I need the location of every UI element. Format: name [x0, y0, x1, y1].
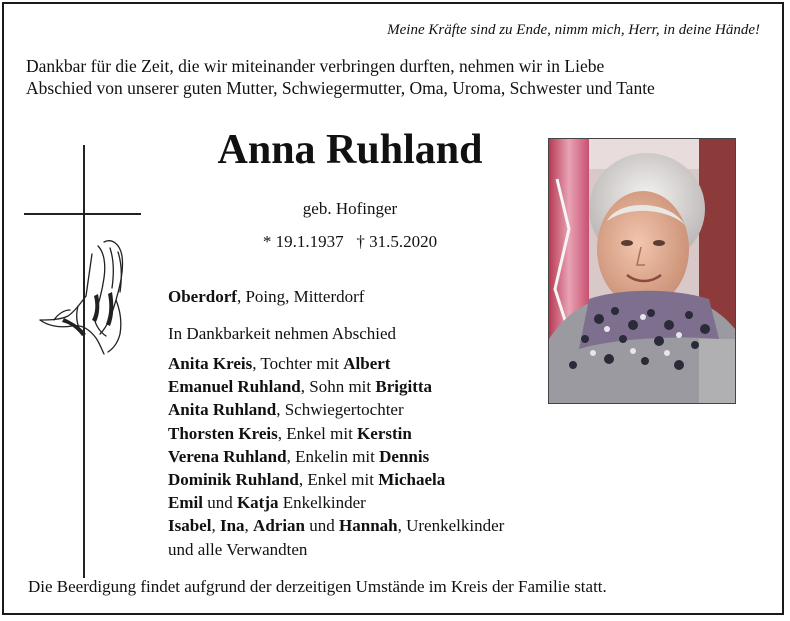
place-line — [168, 287, 364, 307]
family-name: Emil — [168, 493, 203, 513]
family-line — [168, 398, 504, 421]
family-name: Adrian — [253, 516, 306, 536]
birth-name: geb. Hofinger — [302, 199, 398, 218]
portrait-photo — [548, 138, 736, 404]
family-name: Emanuel Ruhland — [168, 377, 301, 397]
family-name: Michaela — [378, 470, 446, 490]
family-name: Brigitta — [375, 377, 433, 397]
portrait-image — [549, 139, 735, 403]
family-relation: , Enkel mit — [298, 470, 379, 490]
family-relation: , Enkel mit — [277, 423, 358, 443]
intro-text — [26, 55, 655, 99]
praying-hands-icon — [34, 234, 136, 358]
funeral-note: Die Beerdigung findet aufgrund der derzeitigen Umstände im Kreis der Familie statt. — [28, 577, 607, 596]
family-relation: , Schwiegertochter — [276, 400, 404, 420]
motto-verse: Meine Kräfte sind zu Ende, nimm mich, Herr, in deine Hände! — [387, 22, 760, 38]
family-line — [168, 491, 504, 514]
family-line — [168, 514, 504, 537]
place-rest: , Poing, Mitterdorf — [236, 287, 365, 306]
thanks-line: In Dankbarkeit nehmen Abschied — [168, 324, 397, 343]
family-line — [168, 375, 504, 398]
family-relation: und — [202, 493, 237, 513]
family-line — [168, 538, 504, 561]
family-line — [168, 422, 504, 445]
family-name: Isabel — [168, 516, 212, 536]
family-relation: , Urenkelkinder — [397, 516, 505, 536]
family-relation: , Enkelin mit — [286, 446, 380, 466]
family-name: Ina — [219, 516, 245, 536]
family-name: Hannah — [339, 516, 398, 536]
family-name: Kerstin — [357, 423, 412, 443]
family-name: Albert — [343, 354, 391, 373]
place-main: Oberdorf — [168, 287, 237, 306]
family-relation: , — [211, 516, 220, 536]
intro-line-1: Dankbar für die Zeit, die wir miteinander verbringen durften, nehmen wir in Liebe — [26, 56, 605, 76]
intro-line-2: Abschied von unserer guten Mutter, Schwiegermutter, Oma, Uroma, Schwester und Tante — [26, 78, 655, 98]
deceased-name: Anna Ruhland — [217, 127, 483, 173]
family-relation: und — [305, 516, 340, 536]
family-name: Thorsten Kreis — [168, 423, 278, 443]
family-list — [168, 352, 504, 561]
family-line — [168, 468, 504, 491]
family-line — [168, 445, 504, 468]
life-dates: * 19.1.1937 † 31.5.2020 — [262, 232, 438, 251]
family-relation: Enkelkinder — [278, 493, 366, 513]
family-name: Katja — [236, 493, 279, 513]
family-relation: und alle Verwandten — [168, 539, 308, 559]
family-relation: , Sohn mit — [300, 377, 376, 397]
family-name: Anita Ruhland — [168, 400, 277, 420]
family-name: Dennis — [379, 446, 430, 466]
family-name: Dominik Ruhland — [168, 470, 299, 490]
family-relation: , — [244, 516, 254, 536]
family-line — [168, 352, 504, 375]
family-name: Anita Kreis — [168, 354, 253, 373]
family-name: Verena Ruhland — [168, 446, 287, 466]
family-relation: , Tochter mit — [252, 354, 344, 373]
